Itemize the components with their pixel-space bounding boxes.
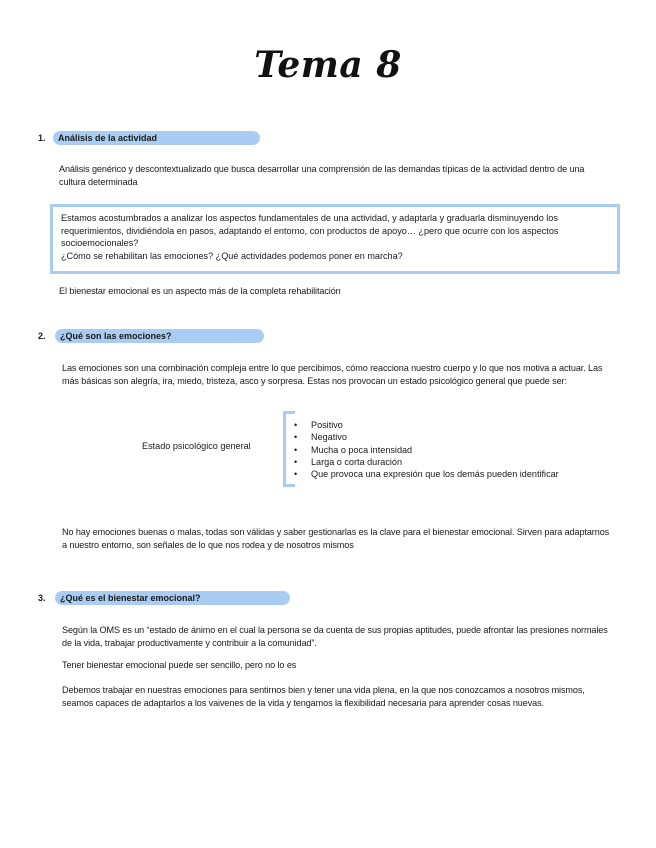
list-item: • Mucha o poca intensidad — [294, 444, 559, 456]
section-1-outro: El bienestar emocional es un aspecto más de la completa rehabilitación — [59, 286, 341, 296]
list-item: • Positivo — [294, 419, 559, 431]
section-2-heading: ¿Qué son las emociones? — [55, 329, 264, 343]
section-2-intro: Las emociones son una combinación compleja entre lo que percibimos, cómo reacciona nuestro cuerpo y lo que nos motiva a actuar. Las más básicas son alegría, ira, miedo, tristeza, asco y sorpresa. Estas nos provocan un estado psicológico general que puede ser: — [62, 363, 603, 386]
section-3-paragraph-3: Debemos trabajar en nuestras emociones para sentirnos bien y tener una vida plena, en la que nos conozcamos a nosotros mismos, seamos capaces de adaptarlos a los vaivenes de la vida y tengamos la flexibilidad necesaria para aprender cosas nuevas. — [62, 685, 585, 708]
section-1-intro: Análisis genérico y descontextualizado que busca desarrollar una comprensión de las demandas típicas de la actividad dentro de una cultura determinada — [59, 164, 585, 187]
list-item: • Larga o corta duración — [294, 456, 559, 468]
highlight-box-question: ¿Cómo se rehabilitan las emociones? ¿Qué actividades podemos poner en marcha? — [61, 250, 403, 261]
section-2-outro: No hay emociones buenas o malas, todas son válidas y saber gestionarlas es la clave para el bienestar emocional. Sirven para adaptarnos a nuestro entorno, son señales de lo que nos rodea y de nosotros mismos — [62, 527, 610, 550]
state-label: Estado psicológico general — [142, 441, 251, 451]
states-list — [294, 419, 559, 480]
list-item: • Que provoca una expresión que los demás pueden identificar — [294, 468, 559, 480]
section-3-paragraph-1: Según la OMS es un “estado de ánimo en el cual la persona se da cuenta de sus propias aptitudes, puede afrontar las presiones normales de la vida, trabajar productivamente y contribuir a la comunidad”. — [62, 625, 608, 648]
section-3-header — [38, 591, 290, 605]
section-1-number: 1. — [38, 133, 46, 143]
section-1-header — [38, 131, 260, 145]
section-1-heading: Análisis de la actividad — [53, 131, 260, 145]
section-3-heading: ¿Qué es el bienestar emocional? — [55, 591, 290, 605]
list-item: • Negativo — [294, 431, 559, 443]
section-2-number: 2. — [38, 331, 46, 341]
highlight-box — [50, 204, 620, 274]
page-title: Tema 8 — [254, 44, 402, 86]
section-2-header — [38, 329, 264, 343]
section-3-number: 3. — [38, 593, 46, 603]
section-3-paragraph-2: Tener bienestar emocional puede ser sencillo, pero no lo es — [62, 660, 297, 670]
highlight-box-text: Estamos acostumbrados a analizar los aspectos fundamentales de una actividad, y adaptarla y graduarla disminuyendo los requerimientos, dividiéndola en pasos, adaptando el entorno, con productos de apoyo… ¿pero que ocurre con los aspectos socioemocionales? — [61, 213, 559, 248]
